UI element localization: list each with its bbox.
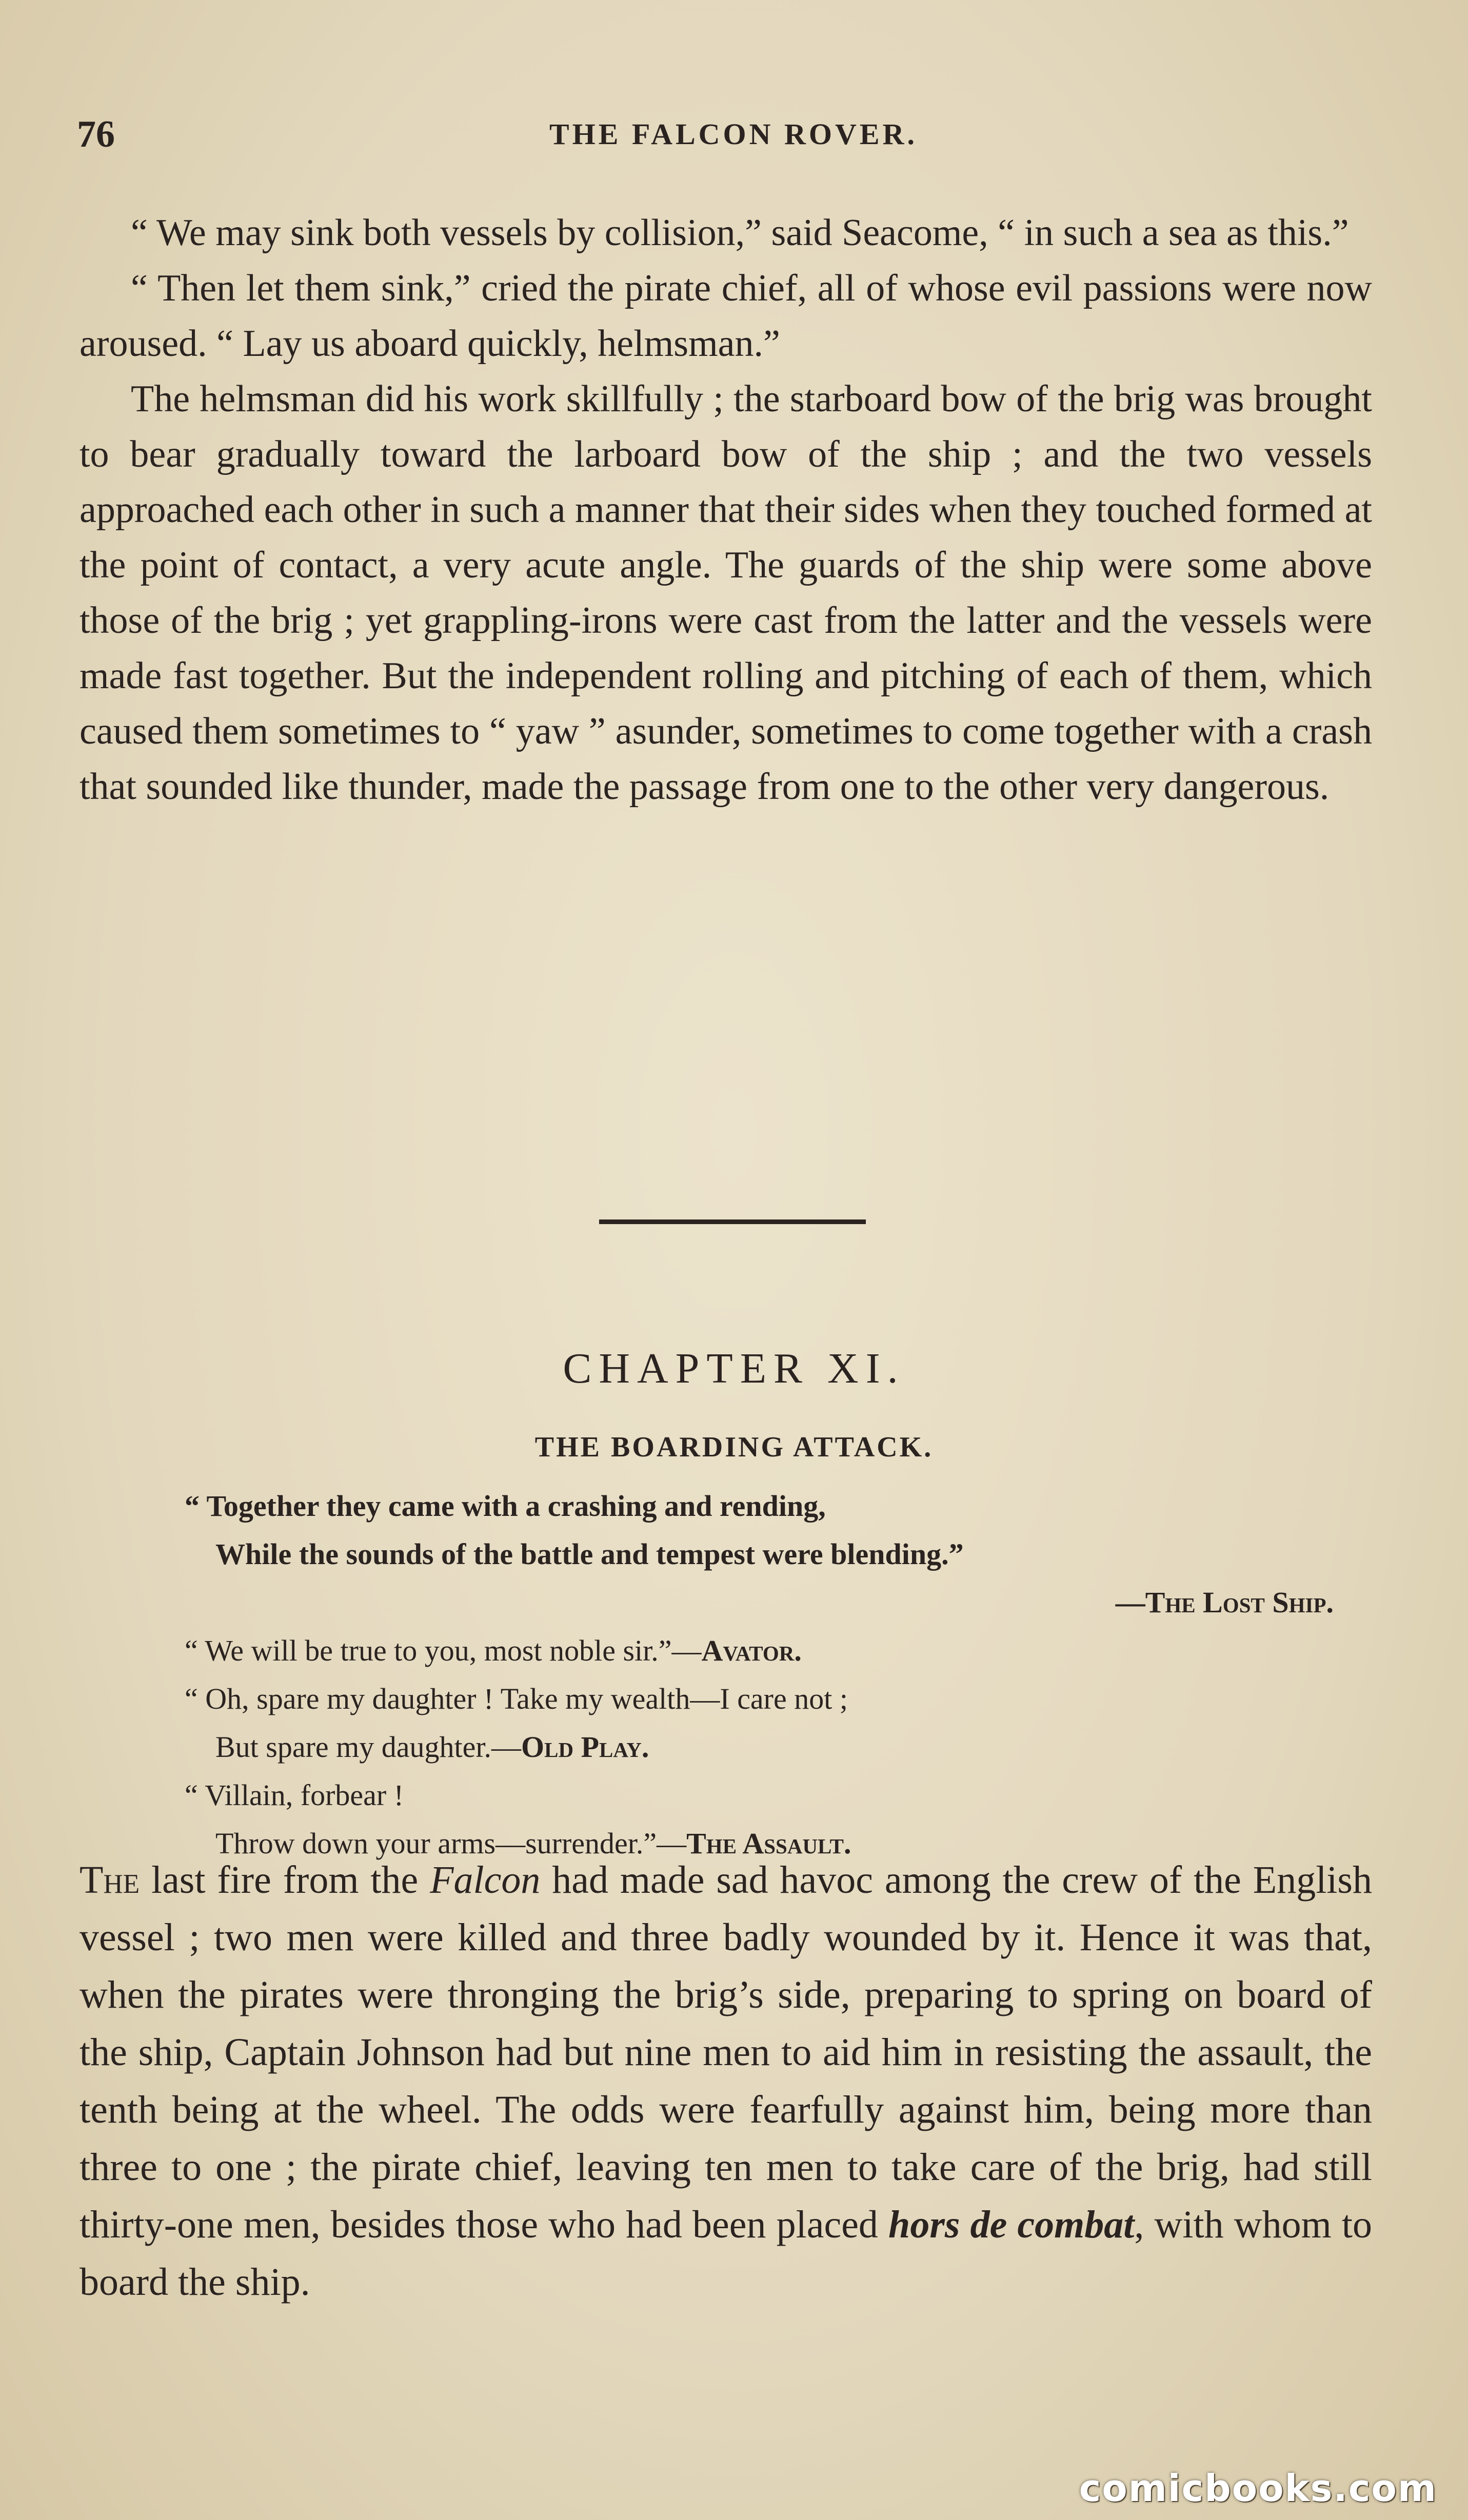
epigraph-attribution: Avator.: [701, 1634, 802, 1667]
paragraph: [80, 1851, 1372, 2311]
paragraph: The helmsman did his work skillfully ; the starboard bow of the brig was brought to bear gradually toward the larboard bow of the ship ; and the two vessels approached each other in such a manner that their sides when they touched formed at the point of contact, a very acute angle. The guards of the ship were some above those of the brig ; yet grappling-irons were cast from the latter and the vessels were made fast together. But the independent rolling and pitching of each of them, which caused them sometimes to “ yaw ” asunder, sometimes to come together with a crash that sounded like thunder, made the passage from one to the other very dangerous.: [80, 378, 1372, 808]
epigraph-attribution: —The Lost Ship.: [1115, 1586, 1334, 1619]
running-title: THE FALCON ROVER.: [549, 117, 918, 151]
ship-name: Falcon: [430, 1858, 541, 1902]
epigraphs: [185, 1482, 1334, 1868]
bottom-text-block: [80, 1851, 1372, 2311]
page-number: 76: [77, 113, 115, 155]
epigraph-attribution: The Assault.: [686, 1827, 851, 1860]
epigraph-line: “ Villain, forbear !: [185, 1778, 404, 1812]
epigraph-line: [185, 1627, 1334, 1675]
paragraph: “ We may sink both vessels by collision,” said Seacome, “ in such a sea as this.”: [131, 212, 1349, 254]
drop-cap: The: [80, 1858, 140, 1902]
epigraph-text: Throw down your arms—surrender.”—: [215, 1827, 687, 1860]
epigraph-line: While the sounds of the battle and tempest were blending.”: [215, 1537, 964, 1571]
paragraph-text: last fire from the: [140, 1858, 430, 1902]
epigraph-text: “ We will be true to you, most noble sir.”—: [185, 1634, 702, 1667]
paragraph-text: had made sad havoc among the crew of the English vessel ; two men were killed and three badly wounded by it. Hence it was that, when the pirates were thronging the brig’s side, preparing to spring on board of the ship, Captain Johnson had but nine men to aid him in resisting the assault, the tenth being at the wheel. The odds were fearfully against him, being more than three to one ; the pirate chief, leaving ten men to take care of the brig, had still thirty-one men, besides those who had been placed: [80, 1858, 1372, 2246]
paragraph-text: , with whom to board the ship.: [80, 2203, 1372, 2304]
watermark: comicbooks.com: [1079, 2467, 1437, 2510]
chapter-heading: CHAPTER XI.: [563, 1345, 905, 1392]
top-text-block: [80, 205, 1372, 814]
epigraph-line: “ Oh, spare my daughter ! Take my wealth—I care not ;: [185, 1682, 848, 1715]
epigraph-text: But spare my daughter.—: [215, 1730, 522, 1764]
paragraph: “ Then let them sink,” cried the pirate chief, all of whose evil passions were now aroused. “ Lay us aboard quickly, helmsman.”: [80, 267, 1372, 365]
page-header: [77, 113, 1390, 164]
chapter-subtitle: THE BOARDING ATTACK.: [534, 1431, 934, 1463]
latin-phrase: hors de combat: [888, 2203, 1135, 2246]
epigraph-line: [185, 1723, 1334, 1771]
epigraph-attribution: Old Play.: [521, 1730, 649, 1764]
epigraph-line: “ Together they came with a crashing and rending,: [185, 1489, 826, 1523]
section-divider: [599, 1219, 866, 1224]
